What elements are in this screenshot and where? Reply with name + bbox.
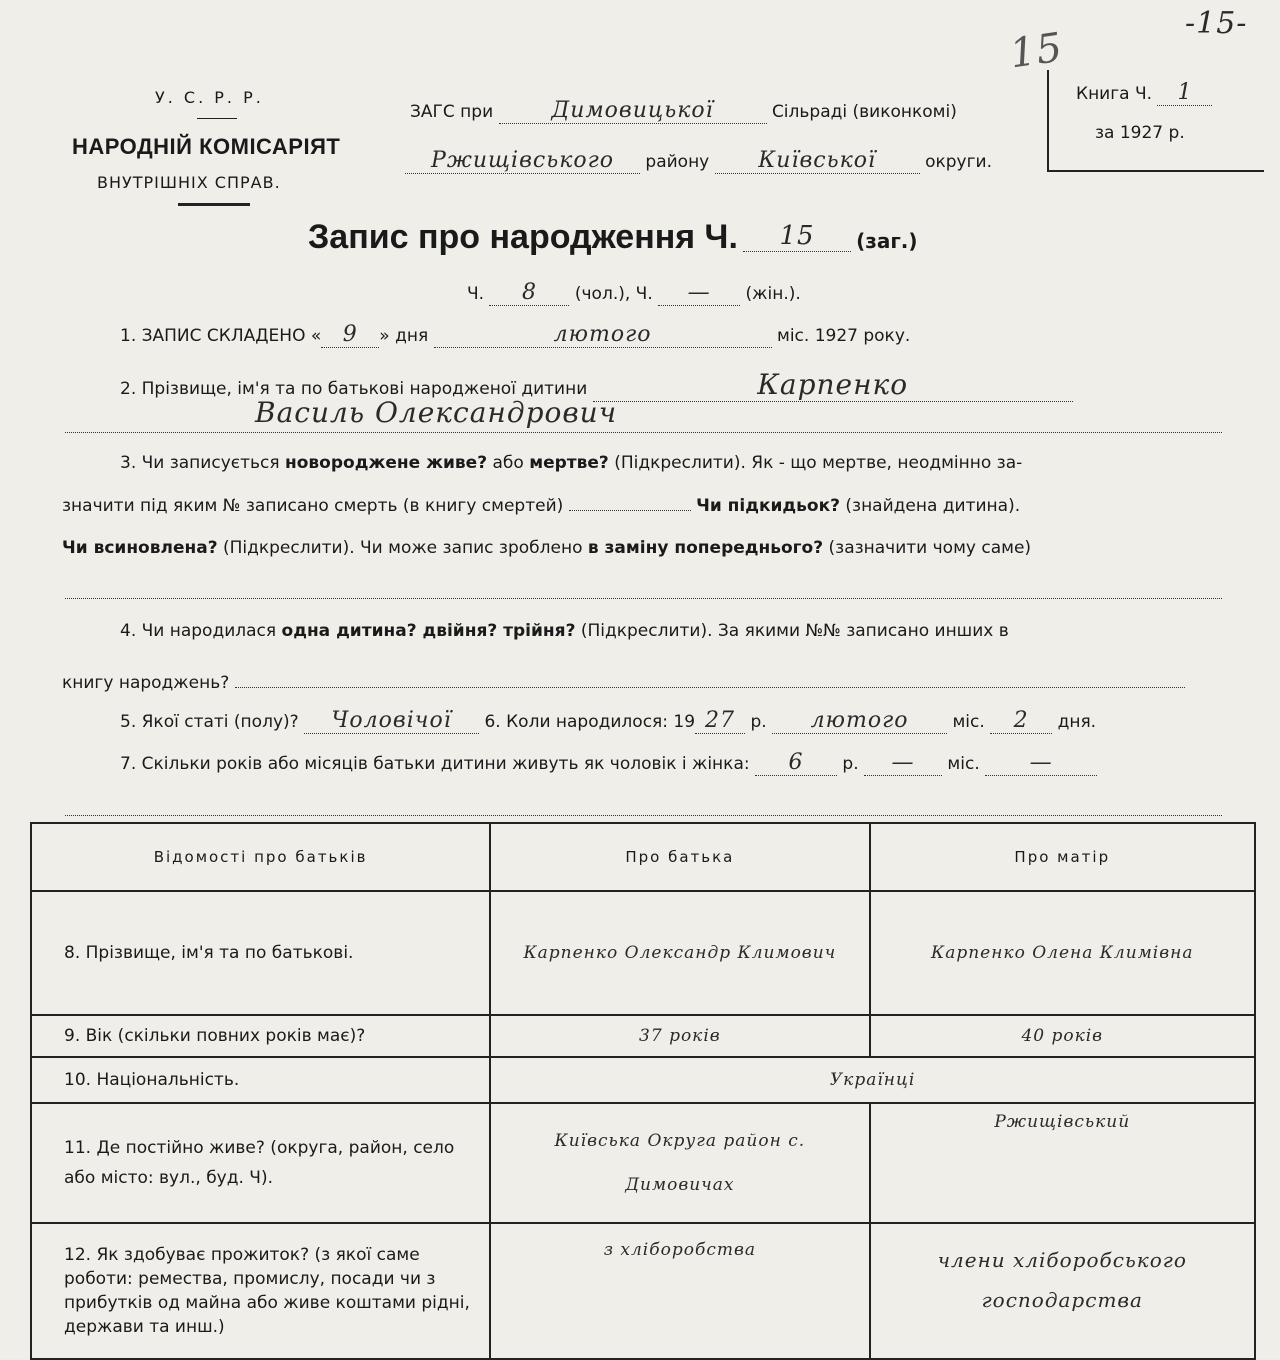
row-label: 11. Де постійно живе? (округа, район, село або місто: вул., буд. Ч). [31,1103,490,1223]
village-council-value: Димовицької [499,98,767,124]
item-1-tail: міс. 1927 року. [777,326,911,346]
row-label: 8. Прізвище, ім'я та по батькові. [31,891,490,1015]
table-header-row [31,823,1255,891]
text: р. [842,754,859,774]
table-row [31,891,1255,1015]
text: книгу народжень? [62,673,230,693]
department-label: ВНУТРІШНІХ СПРАВ. [97,173,281,192]
item-1-day: 9 [321,322,379,348]
table-row [31,1103,1255,1223]
female-count: — [658,280,740,306]
father-value: з хліборобства [490,1223,869,1359]
mother-value: Ржищівський [870,1103,1255,1223]
text: міс. [952,712,985,732]
blank [569,510,691,511]
item-3-line2 [62,485,1020,528]
district-value: Ржищівського [405,148,640,174]
text: в заміну попереднього? [587,538,824,558]
text: мертве? [529,453,609,473]
father-value: 37 років [490,1015,869,1057]
row-label: 10. Національність. [31,1057,490,1103]
book-label: Книга Ч. [1076,84,1153,104]
record-suffix: (заг.) [856,229,918,253]
okruga-value: Київської [715,148,920,174]
text: р. [750,712,767,732]
ch-label: Ч. [467,284,485,304]
commissariat-title: НАРОДНІЙ КОМІСАРІЯТ [72,134,341,159]
nationality-value: Українці [490,1057,1255,1103]
text: 4. Чи народилася [120,621,277,641]
item-2-label: 2. Прізвище, ім'я та по батькові народженої дитини [120,379,588,399]
mother-value: Карпенко Олена Климівна [870,891,1255,1015]
item-6-year: 27 [695,708,745,734]
father-value: Карпенко Олександр Климович [490,891,869,1015]
item-3-line3 [62,527,1031,570]
mother-value: 40 років [870,1015,1255,1057]
record-title: Запис про народження Ч. [308,218,738,256]
item-7-label: 7. Скільки років або місяців батьки дитини живуть як чоловік і жінка: [120,754,750,774]
book-year: за 1927 р. [1095,123,1185,143]
table-row [31,1057,1255,1103]
book-box [1047,70,1264,172]
item-2-surname: Карпенко [593,368,1073,402]
item-2-name: Василь Олександрович [255,396,618,429]
item-6-month: лютого [772,708,947,734]
mother-value: члени хліборобського господарства [870,1223,1255,1359]
text: Чи всиновлена? [62,538,218,558]
item-7-blank-line [65,815,1222,816]
item-1 [120,322,910,348]
item-3-line1 [120,442,1022,485]
header-cell: Відомості про батьків [31,823,490,891]
header-cell: Про матір [870,823,1255,891]
item-1-month: лютого [434,322,772,348]
item-1-label: 1. ЗАПИС СКЛАДЕНО « [120,326,322,346]
item-7-years: 6 [755,750,837,776]
text: значити під яким № записано смерть (в книгу смертей) [62,496,564,516]
item-6-day: 2 [990,708,1052,734]
text: (Підкреслити). Як - що мертве, неодмінно за- [614,453,1023,473]
text: дня. [1057,712,1097,732]
blank [235,687,1185,688]
item-7-months: — [864,750,942,776]
zags-prefix: ЗАГС при [410,102,494,122]
record-number: 15 [743,221,851,252]
item-3-blank-line [65,598,1222,599]
district-label: району [645,152,710,172]
item-1-mid: » дня [379,326,429,346]
divider [178,203,250,206]
ussr-label: У. С. Р. Р. [155,88,264,107]
item-4-line1 [120,610,1009,653]
text: новороджене живе? [285,453,488,473]
male-count: 8 [489,280,569,306]
stamp-number: 15 [1007,24,1066,78]
text: 3. Чи записується [120,453,280,473]
book-number: 1 [1157,80,1212,106]
item-5-sex: Чоловічої [304,708,479,734]
item-4-line2 [62,662,1185,705]
text: (знайдена дитина). [845,496,1021,516]
row-label: 9. Вік (скільки повних років має)? [31,1015,490,1057]
text: одна дитина? двійня? трійня? [281,621,576,641]
book-number-line [1076,80,1212,106]
district-line [405,148,992,174]
item-5-6 [120,708,1096,734]
record-title-line [308,218,918,257]
divider [197,118,237,119]
text: міс. [947,754,980,774]
table-row [31,1223,1255,1359]
female-label: (жін.). [745,284,801,304]
item-7 [120,750,1097,776]
table-row [31,1015,1255,1057]
item-6-label: 6. Коли народилося: 19 [484,712,696,732]
item-7-tail: — [985,750,1097,776]
zags-line [410,98,957,124]
text: (зазначити чому саме) [828,538,1032,558]
okruga-label: округи. [925,152,992,172]
header-cell: Про батька [490,823,869,891]
father-value: Київська Округа район с. Димовичах [490,1103,869,1223]
text: Чи підкидьок? [696,496,840,516]
council-suffix: Сільраді (виконкомі) [771,102,957,122]
male-label: (чол.), Ч. [574,284,653,304]
text: (Підкреслити). За якими №№ записано инших в [580,621,1009,641]
item-5-label: 5. Якої статі (полу)? [120,712,299,732]
row-label: 12. Як здобуває прожиток? (з якої саме роботи: ремества, промислу, посади чи з прибутків од майна або живе коштами рідні, держави та инш.) [31,1223,490,1359]
count-line [467,280,801,306]
parents-table [30,822,1256,1360]
item-2-line2 [65,396,1222,433]
corner-number: -15- [1185,6,1248,41]
text: (Підкреслити). Чи може запис зроблено [222,538,583,558]
text: або [492,453,524,473]
